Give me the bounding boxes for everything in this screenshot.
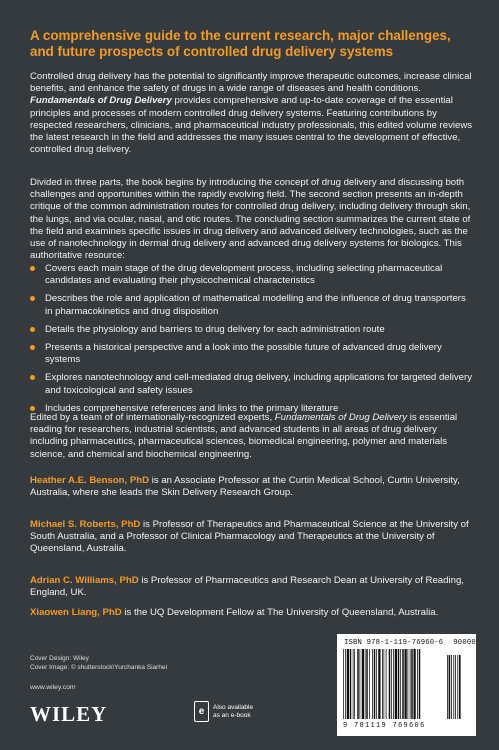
author-bio: Heather A.E. Benson, PhD is an Associate Professor at the Curtin Medical School, Curtin University, Australia, where she leads the Skin Delivery Research Group.	[30, 475, 460, 499]
ebook-icon: e	[194, 701, 209, 722]
headline: A comprehensive guide to the current research, major challenges, and future prospects of controlled drug delivery systems	[30, 28, 451, 59]
bullet-icon	[30, 375, 35, 380]
bullet-icon	[30, 406, 35, 411]
author-bio: Xiaowen Liang, PhD is the UQ Development Fellow at The University of Queensland, Australia.	[30, 607, 439, 618]
feature-item: Explores nanotechnology and cell-mediated drug delivery, including applications for targeted delivery and toxicological and safety issues	[30, 372, 475, 396]
cover-image-credit: Cover Image: © shutterstock\Yurchanka Siarhei	[30, 664, 168, 671]
bullet-icon	[30, 296, 35, 301]
ebook-notice: e Also available as an e-book	[194, 701, 253, 722]
isbn-barcode	[337, 634, 476, 736]
book-title-mention: Fundamentals of Drug Delivery	[30, 95, 172, 107]
isbn-addon: 90000	[453, 639, 476, 647]
feature-item: Describes the role and application of mathematical modelling and the influence of drug transporters in pharmacokinetics and drug disposition	[30, 293, 475, 317]
author-name: Adrian C. Williams, PhD	[30, 575, 139, 586]
author-name: Michael S. Roberts, PhD	[30, 519, 141, 530]
feature-list	[30, 263, 475, 421]
description-paragraph-2: Divided in three parts, the book begins by introducing the concept of drug delivery and discussing both challenges and opportunities within the rapidly evolving field. The second section presents an in-depth critique of the common administration routes for controlled drug delivery, including delivery through skin, the lungs, and via ocular, nasal, and otic routes. The concluding section summarizes the current state of the field and examines specific issues in drug delivery and advanced delivery technologies, such as the use of nanotechnology in dermal drug delivery and advanced drug delivery systems for biologics. This authoritative resource:	[30, 177, 471, 262]
feature-item: Details the physiology and barriers to drug delivery for each administration route	[30, 324, 475, 336]
bullet-icon	[30, 345, 35, 350]
feature-item: Presents a historical perspective and a look into the possible future of advanced drug delivery systems	[30, 342, 475, 366]
barcode-icon	[343, 649, 469, 719]
author-bio: Michael S. Roberts, PhD is Professor of Therapeutics and Pharmaceutical Science at the University of South Australia, and a Professor of Clinical Pharmacology and Therapeutics at the University of Queensland, Australia.	[30, 519, 469, 555]
bullet-icon	[30, 327, 35, 332]
author-name: Xiaowen Liang, PhD	[30, 607, 122, 618]
feature-item: Covers each main stage of the drug development process, including selecting pharmaceutical candidates and evaluating their physicochemical characteristics	[30, 263, 475, 287]
description-paragraph-3: Edited by a team of of internationally-recognized experts, Fundamentals of Drug Delivery is essential reading for researchers, industrial scientists, and advanced students in all areas of drug delivery including pharmaceutics, pharmaceutical sciences, biomedical engineering, polymer and materials science, and chemical and biochemical engineering.	[30, 412, 458, 460]
author-name: Heather A.E. Benson, PhD	[30, 475, 150, 486]
publisher-logo: WILEY	[30, 702, 108, 726]
author-bio: Adrian C. Williams, PhD is Professor of Pharmaceutics and Research Dean at University of Reading, England, UK.	[30, 575, 464, 599]
cover-credits	[30, 654, 167, 672]
barcode-digits: 9 781119 769606	[343, 722, 426, 730]
publisher-website: www.wiley.com	[30, 684, 76, 691]
feature-item: Includes comprehensive references and links to the primary literature	[30, 403, 475, 415]
cover-design-credit: Cover Design: Wiley	[30, 655, 89, 662]
bullet-icon	[30, 266, 35, 271]
book-title-mention: Fundamentals of Drug Delivery	[274, 412, 408, 423]
description-paragraph-1: Controlled drug delivery has the potential to significantly improve therapeutic outcomes, increase clinical benefits, and enhance the safety of drugs in a wide range of diseases and health conditions. Fundamentals of Drug Delivery provides comprehensive and up-to-date coverage of the essential principles and processes of modern controlled drug delivery systems. Featuring contributions by respected researchers, clinicians, and pharmaceutical industry professionals, this edited volume reviews the latest research in the field and addresses the many issues central to the development of effective, controlled drug delivery.	[30, 71, 473, 156]
isbn-label: ISBN 978-1-119-76960-6 90000	[344, 639, 476, 647]
